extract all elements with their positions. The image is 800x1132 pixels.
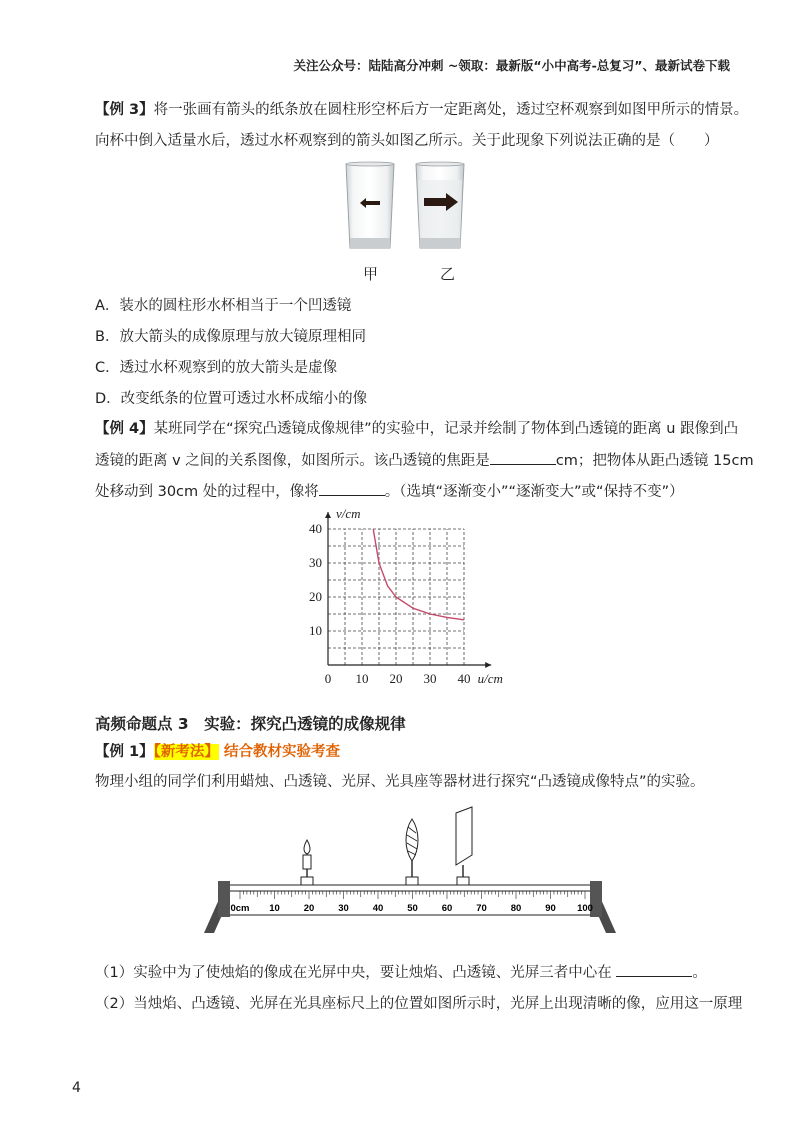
ruler-label: 20 xyxy=(303,903,315,914)
y-axis-arrow xyxy=(325,512,331,518)
fig-label-yi: 乙 xyxy=(440,265,456,283)
uv-chart xyxy=(300,505,525,690)
ex3-line2: 向杯中倒入适量水后，透过水杯观察到的箭头如图乙所示。关于此现象下列说法正确的是（ ） xyxy=(95,133,719,149)
y-tick-label: 30 xyxy=(309,555,322,570)
center-blank[interactable] xyxy=(616,962,692,977)
ex1-q2: （2）当烛焰、凸透镜、光屏在光具座标尺上的位置如图所示时，光屏上出现清晰的像，应用这一原理 xyxy=(95,996,743,1012)
ex4-tag: 【例 4】 xyxy=(95,421,154,437)
ex3-tag: 【例 3】 xyxy=(95,102,154,118)
x-tick-label: 30 xyxy=(423,671,437,686)
x-tick-label: 40 xyxy=(457,671,471,686)
ruler-label: 90 xyxy=(545,903,556,914)
y-axis-label: v/cm xyxy=(336,506,361,521)
ex1-q1: （1）实验中为了使烛焰的像成在光屏中央，要让烛焰、凸透镜、光屏三者中心在 。 xyxy=(95,962,707,983)
ruler-label: 0cm xyxy=(230,903,250,914)
fig-label-jia: 甲 xyxy=(363,265,379,283)
ruler-label: 80 xyxy=(510,903,522,914)
page-header: 关注公众号：陆陆高分冲刺 ~领取：最新版“小中高考-总复习”、最新试卷下载 xyxy=(293,58,730,73)
x-axis-label: u/cm xyxy=(477,671,503,686)
light-screen xyxy=(456,807,472,885)
ex1-tag: 【例 1】 xyxy=(95,744,154,760)
ruler-label: 40 xyxy=(372,903,384,914)
x-tick-label: 20 xyxy=(389,671,403,686)
ex3-option-b: B．放大箭头的成像原理与放大镜原理相同 xyxy=(95,329,366,345)
x-tick-label: 0 xyxy=(324,671,332,686)
page-number: 4 xyxy=(72,1080,81,1096)
candle xyxy=(301,840,313,885)
convex-lens xyxy=(406,819,418,885)
y-tick-label: 10 xyxy=(309,623,322,638)
ex3-option-c: C．透过水杯观察到的放大箭头是虚像 xyxy=(95,360,338,376)
x-axis-arrow xyxy=(485,662,491,668)
y-tick-label: 40 xyxy=(309,521,322,536)
ruler-label: 100 xyxy=(577,903,593,914)
ruler-label: 50 xyxy=(407,903,418,914)
ruler-label: 60 xyxy=(441,903,453,914)
ruler-label: 30 xyxy=(338,903,349,914)
water-glass xyxy=(416,162,464,248)
optical-bench-figure xyxy=(200,805,620,940)
ex3-line1: 【例 3】将一张画有箭头的纸条放在圆柱形空杯后方一定距离处，透过空杯观察到如图甲所示的情景。 xyxy=(95,102,749,118)
section-title: 高频命题点 3 实验：探究凸透镜的成像规律 xyxy=(95,715,406,733)
ex4-line1: 【例 4】某班同学在“探究凸透镜成像规律”的实验中，记录并绘制了物体到凸透镜的距离 u 跟像到凸 xyxy=(95,421,739,437)
y-tick-label: 20 xyxy=(309,589,322,604)
uv-curve xyxy=(373,529,464,620)
empty-glass xyxy=(346,162,394,248)
ex4-line3: 处移动到 30cm 处的过程中，像将 。（选填“逐渐变小”“逐渐变大”或“保持不变”） xyxy=(95,481,684,502)
ex3-option-a: A．装水的圆柱形水杯相当于一个凹透镜 xyxy=(95,298,352,314)
ruler-label: 10 xyxy=(269,903,280,914)
ex4-line2: 透镜的距离 v 之间的关系图像，如图所示。该凸透镜的焦距是 cm；把物体从距凸透镜 15cm xyxy=(95,450,754,471)
image-change-blank[interactable] xyxy=(319,481,385,496)
ex1-heading xyxy=(95,740,340,761)
focal-length-blank[interactable] xyxy=(490,450,556,465)
ruler-label: 70 xyxy=(476,903,487,914)
ex1-intro: 物理小组的同学们利用蜡烛、凸透镜、光屏、光具座等器材进行探究“凸透镜成像特点”的实验。 xyxy=(95,774,705,790)
ex3-option-d: D．改变纸条的位置可透过水杯成缩小的像 xyxy=(95,391,368,407)
ex1-subtitle: 结合教材实验考查 xyxy=(223,744,340,760)
x-tick-label: 10 xyxy=(355,671,369,686)
glasses-figure xyxy=(338,160,472,255)
new-method-badge: 【新考法】 xyxy=(153,744,219,760)
